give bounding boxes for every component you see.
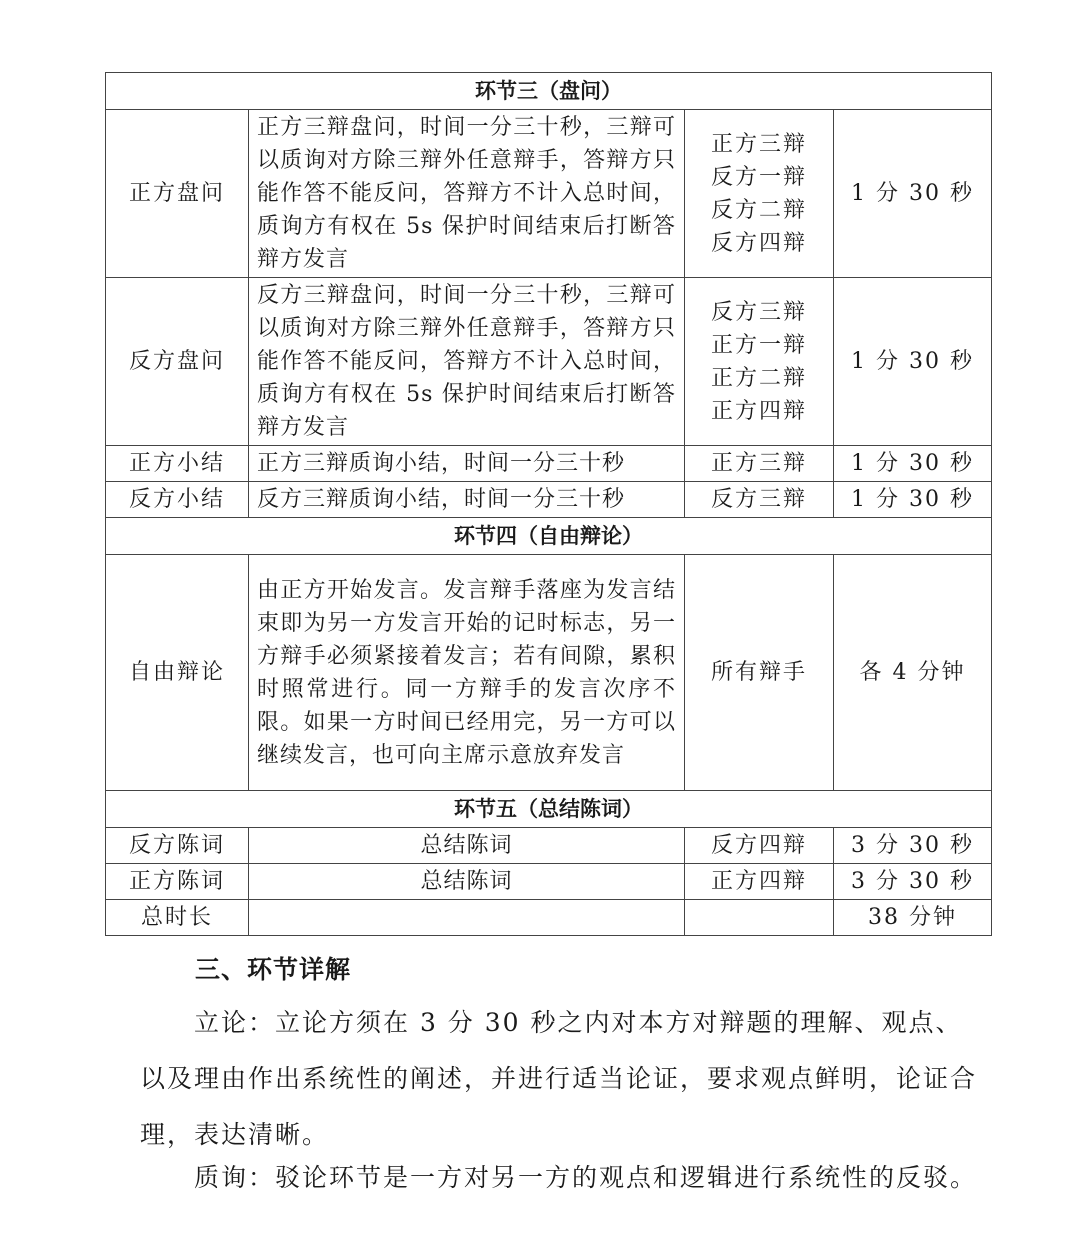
row-label: 自由辩论 bbox=[106, 555, 249, 791]
row-label: 正方盘问 bbox=[106, 110, 249, 278]
row-speakers: 正方三辩 bbox=[685, 446, 834, 482]
row-description: 总结陈词 bbox=[249, 828, 685, 864]
table-row bbox=[106, 110, 992, 278]
row-time: 3 分 30 秒 bbox=[834, 828, 992, 864]
stage-header-row bbox=[106, 791, 992, 828]
row-speakers bbox=[685, 110, 834, 278]
paragraph-text: 立论：立论方须在 3 分 30 秒之内对本方对辩题的理解、观点、以及理由作出系统性的阐述，并进行适当论证，要求观点鲜明，论证合理，表达清晰。 bbox=[140, 1008, 978, 1149]
stage3-title: 环节三（盘问） bbox=[106, 73, 992, 110]
speaker: 正方四辩 bbox=[710, 398, 807, 424]
row-speakers: 反方三辩 bbox=[685, 482, 834, 518]
row-label: 反方盘问 bbox=[106, 278, 249, 446]
speaker: 正方一辩 bbox=[710, 332, 807, 358]
row-time: 1 分 30 秒 bbox=[834, 278, 992, 446]
table-row bbox=[106, 828, 992, 864]
row-description: 由正方开始发言。发言辩手落座为发言结束即为另一方发言开始的记时标志，另一方辩手必须紧接着发言；若有间隙，累积时照常进行。同一方辩手的发言次序不限。如果一方时间已经用完，另一方可以继续发言，也可向主席示意放弃发言 bbox=[249, 555, 685, 791]
total-time: 38 分钟 bbox=[834, 900, 992, 936]
row-label: 反方小结 bbox=[106, 482, 249, 518]
speaker: 反方一辩 bbox=[710, 164, 807, 190]
row-time: 3 分 30 秒 bbox=[834, 864, 992, 900]
total-row bbox=[106, 900, 992, 936]
row-label: 正方陈词 bbox=[106, 864, 249, 900]
row-time: 1 分 30 秒 bbox=[834, 110, 992, 278]
speaker: 反方三辩 bbox=[710, 299, 807, 325]
table-row bbox=[106, 446, 992, 482]
row-description: 正方三辩质询小结，时间一分三十秒 bbox=[249, 446, 685, 482]
row-time: 各 4 分钟 bbox=[834, 555, 992, 791]
row-speakers: 所有辩手 bbox=[685, 555, 834, 791]
table-row bbox=[106, 278, 992, 446]
row-label: 正方小结 bbox=[106, 446, 249, 482]
table-row bbox=[106, 482, 992, 518]
paragraph-lilun bbox=[140, 995, 980, 1163]
table-row bbox=[106, 555, 992, 791]
speaker: 反方四辩 bbox=[710, 230, 807, 256]
debate-schedule-table bbox=[105, 72, 992, 936]
row-description: 反方三辩质询小结，时间一分三十秒 bbox=[249, 482, 685, 518]
paragraph-text: 质询：驳论环节是一方对另一方的观点和逻辑进行系统性的反驳。 bbox=[194, 1163, 978, 1192]
total-label: 总时长 bbox=[106, 900, 249, 936]
total-description bbox=[249, 900, 685, 936]
row-speakers bbox=[685, 278, 834, 446]
speaker: 反方二辩 bbox=[710, 197, 807, 223]
row-time: 1 分 30 秒 bbox=[834, 446, 992, 482]
stage-header-row bbox=[106, 73, 992, 110]
stage-header-row bbox=[106, 518, 992, 555]
row-description: 反方三辩盘问，时间一分三十秒，三辩可以质询对方除三辩外任意辩手，答辩方只能作答不能反问，答辩方不计入总时间，质询方有权在 5s 保护时间结束后打断答辩方发言 bbox=[249, 278, 685, 446]
speaker: 正方三辩 bbox=[710, 131, 807, 157]
stage4-title: 环节四（自由辩论） bbox=[106, 518, 992, 555]
row-label: 反方陈词 bbox=[106, 828, 249, 864]
row-description: 总结陈词 bbox=[249, 864, 685, 900]
row-time: 1 分 30 秒 bbox=[834, 482, 992, 518]
total-speakers bbox=[685, 900, 834, 936]
paragraph-zhixun bbox=[140, 1150, 980, 1206]
row-speakers: 正方四辩 bbox=[685, 864, 834, 900]
speaker: 正方二辩 bbox=[710, 365, 807, 391]
row-description: 正方三辩盘问，时间一分三十秒，三辩可以质询对方除三辩外任意辩手，答辩方只能作答不能反问，答辩方不计入总时间，质询方有权在 5s 保护时间结束后打断答辩方发言 bbox=[249, 110, 685, 278]
section-heading: 三、环节详解 bbox=[195, 955, 352, 984]
stage5-title: 环节五（总结陈词） bbox=[106, 791, 992, 828]
table-row bbox=[106, 864, 992, 900]
row-speakers: 反方四辩 bbox=[685, 828, 834, 864]
